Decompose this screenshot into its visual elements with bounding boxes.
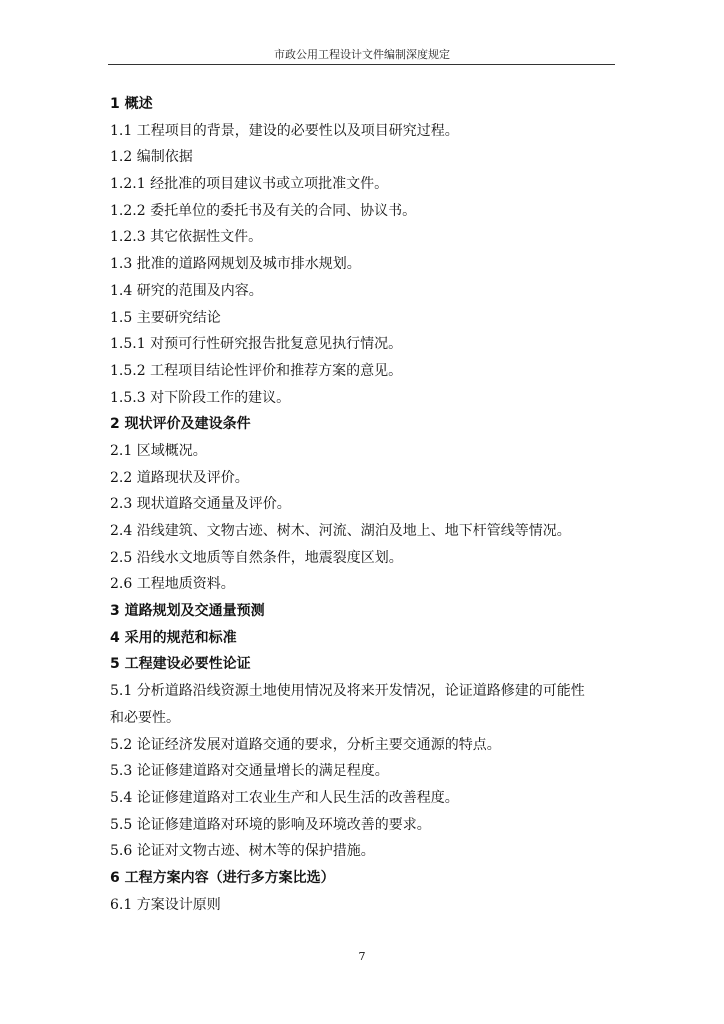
section-heading: 4 采用的规范和标准: [110, 629, 237, 646]
section-heading: 5 工程建设必要性论证: [110, 656, 251, 673]
running-header: 市政公用工程设计文件编制深度规定: [274, 48, 450, 61]
header-rule: [108, 64, 615, 65]
body-line: 2.5 沿线水文地质等自然条件，地震裂度区划。: [110, 549, 403, 566]
body-line: 5.4 论证修建道路对工农业生产和人民生活的改善程度。: [110, 789, 459, 806]
body-line: 1.5 主要研究结论: [110, 309, 221, 326]
body-line: 5.6 论证对文物古迹、树木等的保护措施。: [110, 843, 375, 860]
body-line: 和必要性。: [110, 709, 180, 726]
section-heading: 3 道路规划及交通量预测: [110, 603, 265, 620]
body-line: 1.4 研究的范围及内容。: [110, 282, 263, 299]
body-line: 1.5.3 对下阶段工作的建议。: [110, 389, 291, 406]
body-line: 5.5 论证修建道路对环境的影响及环境改善的要求。: [110, 816, 431, 833]
body-line: 2.3 现状道路交通量及评价。: [110, 496, 291, 513]
body-line: 1.3 批准的道路网规划及城市排水规划。: [110, 256, 361, 273]
section-heading: 2 现状评价及建设条件: [110, 416, 251, 433]
body-line: 1.2.3 其它依据性文件。: [110, 229, 263, 246]
body-line: 5.2 论证经济发展对道路交通的要求，分析主要交通源的特点。: [110, 736, 501, 753]
body-line: 2.6 工程地质资料。: [110, 576, 235, 593]
body-line: 1.5.2 工程项目结论性评价和推荐方案的意见。: [110, 362, 403, 379]
body-line: 5.3 论证修建道路对交通量增长的满足程度。: [110, 763, 389, 780]
body-line: 1.2 编制依据: [110, 149, 193, 166]
section-heading: 1 概述: [110, 96, 153, 112]
page-number: 7: [358, 950, 366, 963]
body-line: 2.1 区域概况。: [110, 442, 207, 459]
body-line: 1.5.1 对预可行性研究报告批复意见执行情况。: [110, 336, 403, 353]
body-line: 6.1 方案设计原则: [110, 896, 221, 913]
body-line: 1.2.1 经批准的项目建议书或立项批准文件。: [110, 176, 389, 193]
body-line: 1.2.2 委托单位的委托书及有关的合同、协议书。: [110, 202, 417, 219]
body-line: 1.1 工程项目的背景，建设的必要性以及项目研究过程。: [110, 122, 459, 139]
body-line: 2.4 沿线建筑、文物古迹、树木、河流、湖泊及地上、地下杆管线等情况。: [110, 523, 571, 539]
body-line: 2.2 道路现状及评价。: [110, 469, 249, 486]
body-line: 5.1 分析道路沿线资源土地使用情况及将来开发情况，论证道路修建的可能性: [110, 683, 585, 700]
document-body: [110, 91, 615, 918]
section-heading: 6 工程方案内容（进行多方案比选）: [110, 869, 335, 886]
